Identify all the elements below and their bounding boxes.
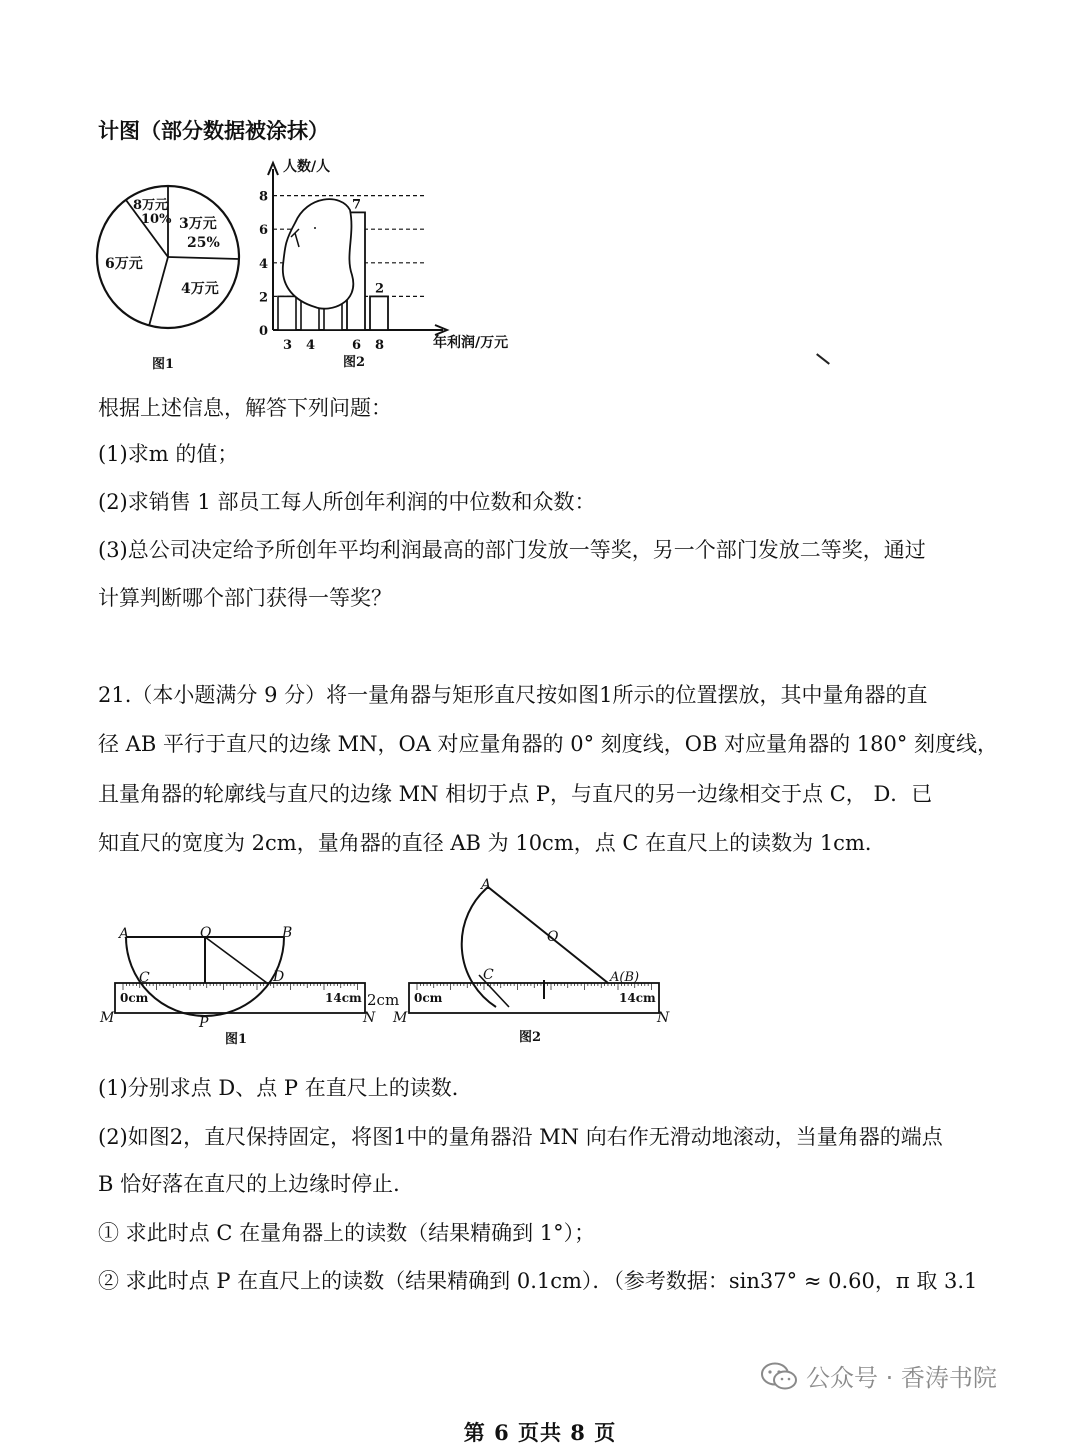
ruler-1-ticks bbox=[123, 983, 358, 990]
bar-chart-svg bbox=[255, 155, 525, 370]
protractor-figures bbox=[95, 875, 695, 1050]
y-tick-0: 0 bbox=[259, 324, 269, 339]
y-axis-label: 人数/人 bbox=[283, 159, 331, 175]
ruler-0-1: 0cm bbox=[120, 991, 149, 1005]
label-N1: N bbox=[363, 1010, 376, 1026]
watermark bbox=[760, 1358, 997, 1393]
page-number: 第 6 页共 8 页 bbox=[463, 1420, 617, 1445]
x-axis-label: 年利润/万元 bbox=[433, 335, 509, 351]
problem-21-a: 21.（本小题满分 9 分）将一量角器与矩形直尺按如图1所示的位置摆放，其中量角器的直 bbox=[98, 683, 928, 707]
y-tick-6: 6 bbox=[259, 223, 269, 239]
od-line-1 bbox=[205, 937, 267, 983]
pie-pct-8: 10% bbox=[141, 212, 172, 227]
y-tick-2: 2 bbox=[259, 290, 269, 306]
protractor-arc-2 bbox=[462, 887, 496, 1007]
label-AB2: A(B) bbox=[610, 970, 640, 985]
wechat-icon bbox=[760, 1361, 798, 1391]
bar-8 bbox=[370, 296, 388, 330]
label-P1: P bbox=[199, 1015, 209, 1031]
smudge-blob bbox=[283, 199, 354, 309]
question-1: (1)求m 的值； bbox=[98, 442, 239, 466]
x-tick-8: 8 bbox=[375, 338, 385, 353]
subquestion-2d: ② 求此时点 P 在直尺上的读数（结果精确到 0.1cm）．（参考数据：sin37° ≈ 0.60，π 取 3.1 bbox=[98, 1269, 978, 1293]
label-A1: A bbox=[119, 926, 130, 942]
label-D1: D bbox=[273, 969, 285, 985]
caption-fig21-2: 图2 bbox=[519, 1030, 542, 1045]
question-3a: (3)总公司决定给予所创年平均利润最高的部门发放一等奖，另一个部门发放二等奖，通过 bbox=[98, 538, 926, 562]
question-2: (2)求销售 1 部员工每人所创年利润的中位数和众数： bbox=[98, 490, 596, 514]
watermark-text: 公众号 · 香涛书院 bbox=[806, 1364, 997, 1392]
bar-caption: 图2 bbox=[343, 355, 366, 370]
subquestion-2b: B 恰好落在直尺的上边缘时停止． bbox=[98, 1172, 415, 1196]
pie-caption: 图1 bbox=[152, 357, 175, 372]
label-O2: O bbox=[547, 929, 559, 945]
question-3b: 计算判断哪个部门获得一等奖？ bbox=[98, 586, 392, 610]
subquestion-1: (1)分别求点 D、点 P 在直尺上的读数． bbox=[98, 1076, 473, 1100]
figure-21 bbox=[95, 875, 695, 1050]
fig21-2 bbox=[392, 877, 670, 1045]
label-M2: M bbox=[393, 1010, 408, 1026]
problem-21-d: 知直尺的宽度为 2cm，量角器的直径 AB 为 10cm，点 C 在直尺上的读数为 1cm． bbox=[98, 831, 886, 855]
x-tick-labels bbox=[283, 338, 384, 353]
pie-pct-3: 25% bbox=[187, 235, 220, 251]
label-C2: C bbox=[483, 967, 494, 983]
label-B1: B bbox=[282, 925, 293, 941]
pie-svg bbox=[95, 185, 245, 375]
y-tick-8: 8 bbox=[259, 189, 269, 205]
bar-hidden-3 bbox=[278, 296, 296, 330]
y-tick-labels bbox=[259, 190, 268, 339]
stat-caption: 计图（部分数据被涂抹） bbox=[98, 118, 329, 143]
x-tick-6: 6 bbox=[352, 338, 362, 353]
pie-figure bbox=[95, 185, 245, 375]
ruler-0-2: 0cm bbox=[414, 991, 443, 1005]
handwritten-2cm: 2cm bbox=[367, 991, 400, 1009]
x-tick-3: 3 bbox=[283, 338, 293, 353]
subquestion-2a: (2)如图2，直尺保持固定，将图1中的量角器沿 MN 向右作无滑动地滚动，当量角器的端点 bbox=[98, 1125, 943, 1149]
x-tick-4: 4 bbox=[306, 338, 316, 353]
pie-label-8: 8万元 bbox=[133, 198, 169, 213]
bar-value-6: 7 bbox=[352, 197, 362, 213]
subquestion-2c: ① 求此时点 C 在量角器上的读数（结果精确到 1°）； bbox=[98, 1221, 596, 1245]
pie-divider-bottom bbox=[149, 257, 168, 326]
y-tick-4: 4 bbox=[259, 256, 269, 272]
problem-21-c: 且量角器的轮廓线与直尺的边缘 MN 相切于点 P，与直尺的另一边缘相交于点 C， D．已 bbox=[98, 782, 933, 806]
label-N2: N bbox=[657, 1010, 670, 1026]
label-M1: M bbox=[100, 1010, 115, 1026]
intro-text: 根据上述信息，解答下列问题： bbox=[98, 396, 392, 420]
problem-21-b: 径 AB 平行于直尺的边缘 MN，OA 对应量角器的 0° 刻度线，OB 对应量角器的 180° 刻度线， bbox=[98, 732, 999, 756]
bar-value-8: 2 bbox=[375, 281, 385, 297]
ruler-14-2: 14cm bbox=[619, 991, 656, 1005]
pie-label-6: 6万元 bbox=[105, 256, 143, 272]
pie-label-4: 4万元 bbox=[181, 281, 219, 297]
fig21-1 bbox=[99, 925, 399, 1047]
label-O1: O bbox=[200, 925, 212, 941]
stray-mark bbox=[816, 353, 830, 364]
pie-label-3: 3万元 bbox=[179, 216, 217, 232]
ruler-14-1: 14cm bbox=[325, 991, 362, 1005]
pie-divider-right bbox=[168, 257, 239, 259]
label-A2: A bbox=[481, 877, 492, 893]
label-C1: C bbox=[139, 970, 150, 986]
caption-fig21-1: 图1 bbox=[225, 1032, 248, 1047]
bar-figure bbox=[255, 155, 525, 370]
